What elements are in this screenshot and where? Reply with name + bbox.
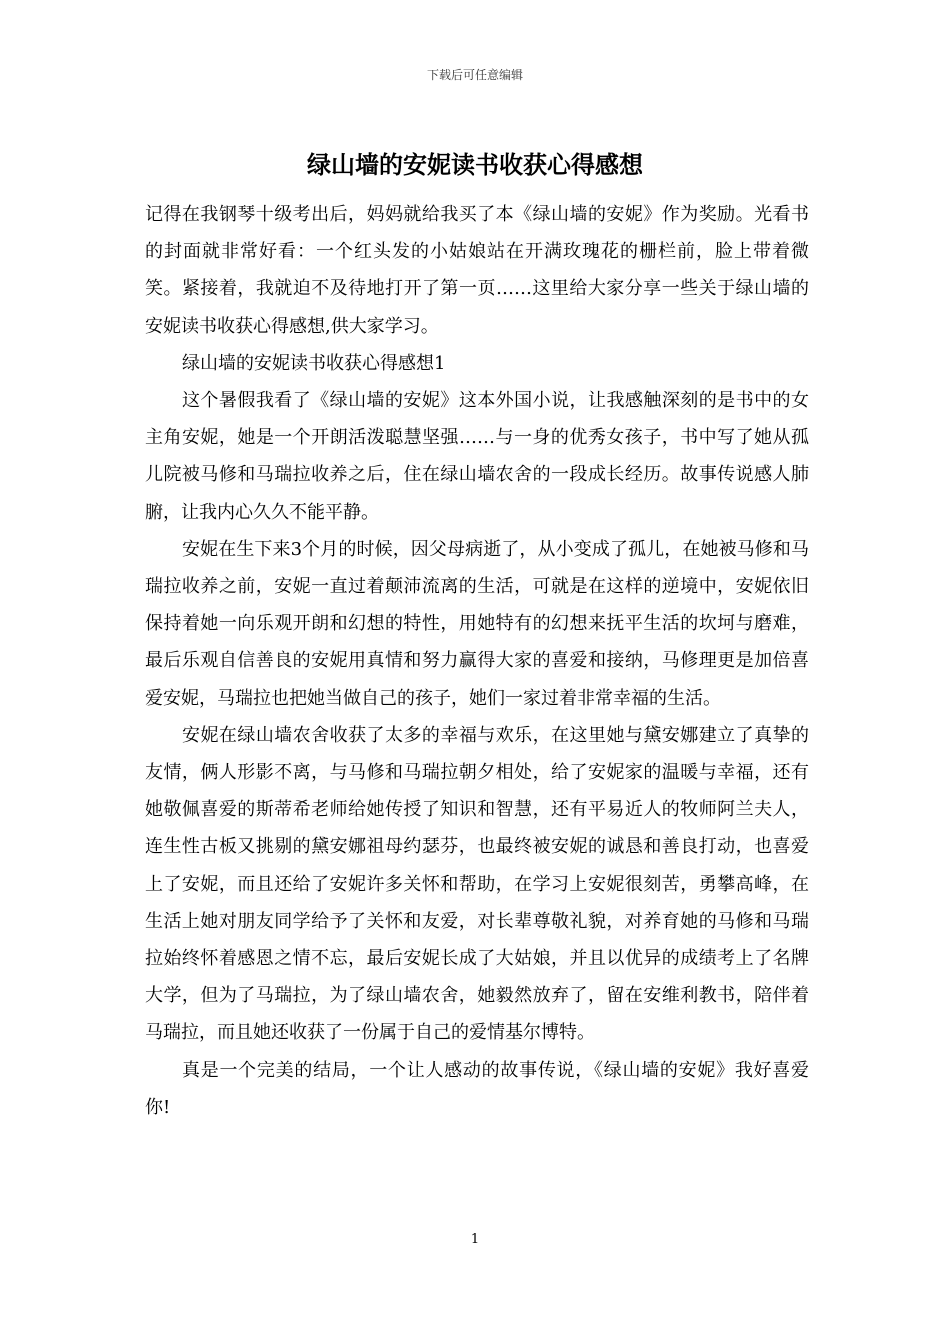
closing-paragraph: 真是一个完美的结局，一个让人感动的故事传说，《绿山墙的安妮》我好喜爱你! bbox=[145, 1059, 809, 1118]
document-title: 绿山墙的安妮读书收获心得感想 bbox=[307, 150, 643, 179]
page-number: 1 bbox=[470, 1232, 480, 1247]
header-note: 下载后可任意编辑 bbox=[426, 68, 523, 82]
body-paragraph: 这个暑假我看了《绿山墙的安妮》这本外国小说，让我感触深刻的是书中的女主角安妮，她是一个开朗活泼聪慧坚强……与一身的优秀女孩子，书中写了她从孤儿院被马修和马瑞拉收养之后，住在绿山墙农舍的一段成长经历。故事传说感人肺腑，让我内心久久不能平静。 bbox=[145, 390, 809, 523]
body-paragraph: 安妮在生下来3个月的时候，因父母病逝了，从小变成了孤儿，在她被马修和马瑞拉收养之前，安妮一直过着颠沛流离的生活，可就是在这样的逆境中，安妮依旧保持着她一向乐观开朗和幻想的特性，用她特有的幻想来抚平生活的坎坷与磨难，最后乐观自信善良的安妮用真情和努力赢得大家的喜爱和接纳，马修理更是加倍喜爱安妮，马瑞拉也把她当做自己的孩子，她们一家过着非常幸福的生活。 bbox=[145, 538, 809, 709]
section-heading: 绿山墙的安妮读书收获心得感想1 bbox=[182, 352, 446, 374]
document-body bbox=[145, 196, 809, 1126]
body-paragraph: 安妮在绿山墙农舍收获了太多的幸福与欢乐，在这里她与黛安娜建立了真挚的友情，俩人形影不离，与马修和马瑞拉朝夕相处，给了安妮家的温暖与幸福，还有她敬佩喜爱的斯蒂希老师给她传授了知识和智慧，还有平易近人的牧师阿兰夫人，连生性古板又挑剔的黛安娜祖母约瑟芬，也最终被安妮的诚恳和善良打动，也喜爱上了安妮，而且还给了安妮许多关怀和帮助，在学习上安妮很刻苦，勇攀高峰，在生活上她对朋友同学给予了关怀和友爱，对长辈尊敬礼貌，对养育她的马修和马瑞拉始终怀着感恩之情不忘，最后安妮长成了大姑娘，并且以优异的成绩考上了名牌大学，但为了马瑞拉，为了绿山墙农舍，她毅然放弃了，留在安维利教书，陪伴着马瑞拉，而且她还收获了一份属于自己的爱情基尔博特。 bbox=[145, 724, 809, 1044]
intro-paragraph: 记得在我钢琴十级考出后，妈妈就给我买了本《绿山墙的安妮》作为奖励。光看书的封面就非常好看：一个红头发的小姑娘站在开满玫瑰花的栅栏前，脸上带着微笑。紧接着，我就迫不及待地打开了第一页……这里给大家分享一些关于绿山墙的安妮读书收获心得感想,供大家学习。 bbox=[145, 204, 809, 337]
